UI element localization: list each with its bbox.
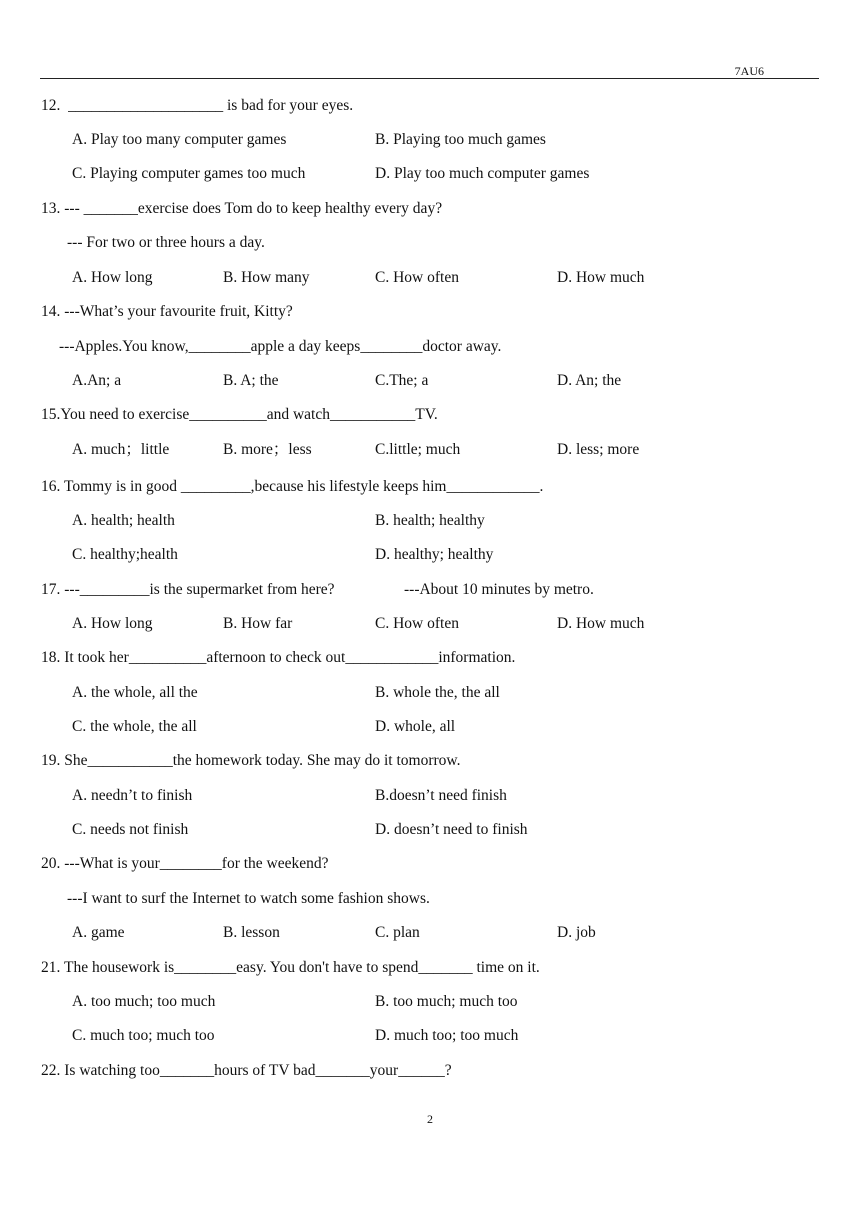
question-20-option-c: C. plan: [375, 924, 420, 941]
question-13-stem: 13. --- _______exercise does Tom do to keep healthy every day?: [41, 200, 443, 217]
question-17-option-b: B. How far: [223, 615, 293, 632]
question-12-option-b: B. Playing too much games: [375, 131, 546, 148]
question-20-reply: ---I want to surf the Internet to watch some fashion shows.: [67, 890, 430, 907]
question-17-reply: ---About 10 minutes by metro.: [404, 581, 594, 598]
question-21-option-c: C. much too; much too: [72, 1027, 215, 1044]
question-21-stem: 21. The housework is________easy. You don't have to spend_______ time on it.: [41, 959, 540, 976]
question-19-stem: 19. She___________the homework today. She may do it tomorrow.: [41, 752, 461, 769]
question-14-option-c: C.The; a: [375, 372, 429, 389]
question-14-option-a: A.An; a: [72, 372, 122, 389]
question-16-option-d: D. healthy; healthy: [375, 546, 494, 563]
question-14-option-d: D. An; the: [557, 372, 622, 389]
question-12-stem: 12. ____________________ is bad for your eyes.: [41, 97, 354, 114]
question-17-option-d: D. How much: [557, 615, 645, 632]
question-14-stem: 14. ---What’s your favourite fruit, Kitty?: [41, 303, 293, 320]
question-17-option-c: C. How often: [375, 615, 459, 632]
question-13-option-c: C. How often: [375, 269, 459, 286]
question-21-option-d: D. much too; too much: [375, 1027, 519, 1044]
question-14-option-b: B. A; the: [223, 372, 279, 389]
question-20-option-d: D. job: [557, 924, 596, 941]
question-20-stem: 20. ---What is your________for the weekend?: [41, 855, 329, 872]
question-15-option-d: D. less; more: [557, 441, 640, 458]
question-16-stem: 16. Tommy is in good _________,because his lifestyle keeps him____________.: [41, 478, 544, 495]
question-21-option-a: A. too much; too much: [72, 993, 216, 1010]
question-18-option-d: D. whole, all: [375, 718, 456, 735]
question-22-stem: 22. Is watching too_______hours of TV bad_______your______?: [41, 1062, 452, 1079]
question-15-option-a: A. much；little: [72, 441, 170, 458]
header-code: 7AU6: [734, 64, 764, 78]
question-12-option-d: D. Play too much computer games: [375, 165, 590, 182]
question-12-option-c: C. Playing computer games too much: [72, 165, 306, 182]
question-13-option-a: A. How long: [72, 269, 153, 286]
question-18-stem: 18. It took her__________afternoon to check out____________information.: [41, 649, 516, 666]
question-19-option-d: D. doesn’t need to finish: [375, 821, 528, 838]
question-17-option-a: A. How long: [72, 615, 153, 632]
question-20-option-a: A. game: [72, 924, 125, 941]
question-13-option-d: D. How much: [557, 269, 645, 286]
question-16-option-c: C. healthy;health: [72, 546, 178, 563]
question-17-stem: 17. ---_________is the supermarket from here?: [41, 581, 335, 598]
question-19-option-c: C. needs not finish: [72, 821, 189, 838]
question-13-option-b: B. How many: [223, 269, 310, 286]
question-14-reply: ---Apples.You know,________apple a day keeps________doctor away.: [59, 338, 502, 355]
question-15-option-c: C.little; much: [375, 441, 461, 458]
question-20-option-b: B. lesson: [223, 924, 280, 941]
question-16-option-b: B. health; healthy: [375, 512, 485, 529]
page-number: 2: [427, 1112, 433, 1126]
question-15-option-b: B. more；less: [223, 441, 312, 458]
question-18-option-c: C. the whole, the all: [72, 718, 197, 735]
question-16-option-a: A. health; health: [72, 512, 175, 529]
question-15-stem: 15.You need to exercise__________and watch___________TV.: [41, 406, 438, 423]
header-rule: [40, 78, 819, 79]
question-18-option-a: A. the whole, all the: [72, 684, 198, 701]
question-21-option-b: B. too much; much too: [375, 993, 518, 1010]
question-19-option-b: B.doesn’t need finish: [375, 787, 507, 804]
question-18-option-b: B. whole the, the all: [375, 684, 500, 701]
question-12-option-a: A. Play too many computer games: [72, 131, 287, 148]
question-19-option-a: A. needn’t to finish: [72, 787, 193, 804]
question-13-reply: --- For two or three hours a day.: [67, 234, 265, 251]
